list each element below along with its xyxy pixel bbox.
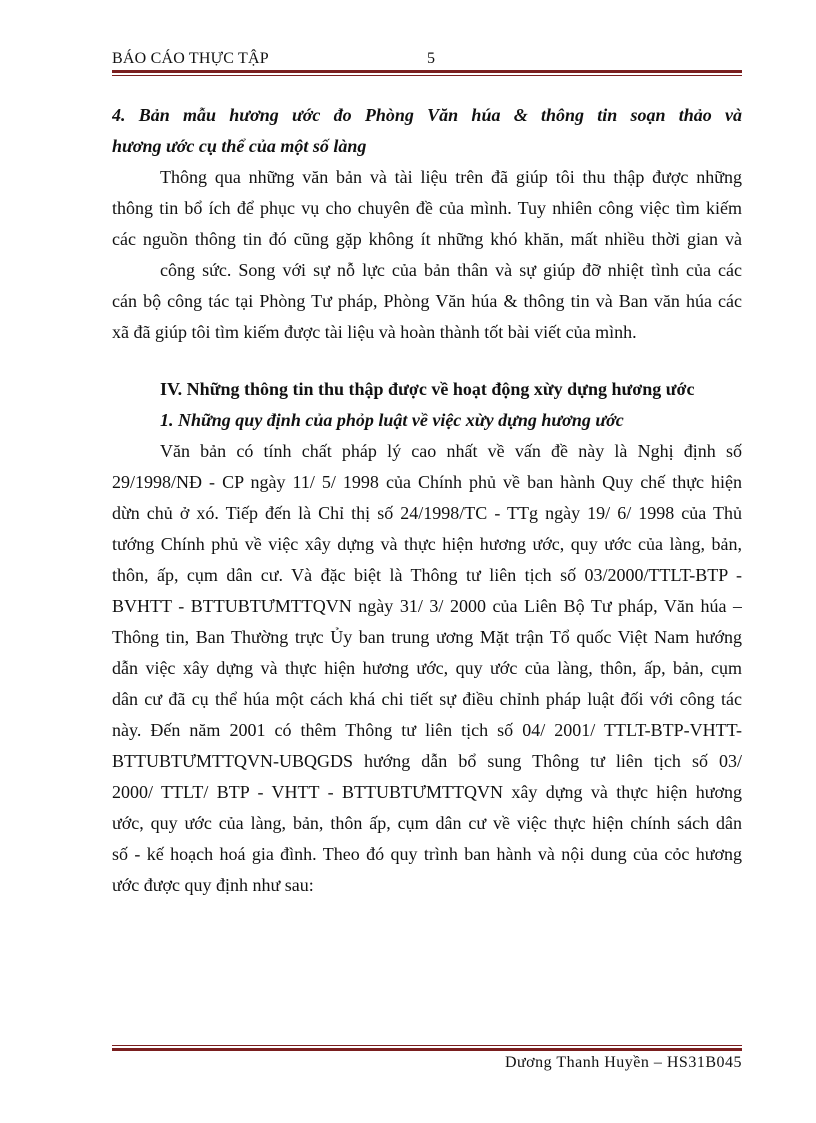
paragraph-line: thôn, ấp, cụm dân cư. Và đặc biệt là Thông tư liên tịch số 03/2000/TTLT-BTP - — [112, 565, 742, 585]
paragraph-line: tướng Chính phủ về việc xây dựng và thực hiện hương ước, quy ước của làng, bản, — [112, 534, 742, 554]
footer-rule-thin — [112, 1045, 742, 1046]
footer-author: Dương Thanh Huyền – HS31B045 — [504, 1054, 742, 1071]
paragraph-line: số - kế hoạch hoá gia đình. Theo đó quy trình ban hành và nội dung của cỏc hương — [112, 844, 742, 864]
paragraph-line: Thông qua những văn bản và tài liệu trên đã giúp tôi thu thập được những — [160, 167, 742, 187]
paragraph-line: xã đã giúp tôi tìm kiếm được tài liệu và hoàn thành tốt bài viết của mình. — [112, 322, 637, 342]
paragraph-line: cán bộ công tác tại Phòng Tư pháp, Phòng Văn húa & thông tin và Ban văn húa các — [112, 291, 742, 311]
paragraph-line: BVHTT - BTTUBTƯMTTQVN ngày 31/ 3/ 2000 của Liên Bộ Tư pháp, Văn húa – — [112, 596, 742, 616]
paragraph-line: các nguồn thông tin đó cũng gặp không ít những khó khăn, mất nhiều thời gian và — [112, 229, 742, 249]
header-title: BÁO CÁO THỰC TẬP — [112, 50, 269, 67]
section-iv-subheading: 1. Những quy định của phỏp luật về việc xừy dựng hương ước — [160, 410, 624, 430]
page-content — [112, 100, 742, 901]
paragraph-line: dừn chủ ở xó. Tiếp đến là Chỉ thị số 24/1998/TC - TTg ngày 19/ 6/ 1998 của Thủ — [112, 503, 742, 523]
header-rule-thick — [112, 70, 742, 73]
section-4-heading-line: 4. Bản mẫu hương ước đo Phòng Văn húa & thông tin soạn thảo và — [112, 105, 742, 125]
header-rule-thin — [112, 75, 742, 76]
paragraph-line: Thông tin, Ban Thường trực Ủy ban trung ương Mặt trận Tổ quốc Việt Nam hướng — [112, 627, 742, 647]
paragraph-line: ước, quy ước của làng, bản, thôn ấp, cụm dân cư về việc thực hiện chính sách dân — [112, 813, 742, 833]
footer-rule-thick — [112, 1048, 742, 1051]
paragraph-line: 2000/ TTLT/ BTP - VHTT - BTTUBTƯMTTQVN xây dựng và thực hiện hương — [112, 782, 742, 802]
paragraph-line: Văn bản có tính chất pháp lý cao nhất về vấn đề này là Nghị định số — [160, 441, 742, 461]
paragraph-line: dẫn việc xây dựng và thực hiện hương ước, quy ước của làng, thôn, ấp, bản, cụm — [112, 658, 742, 678]
paragraph-line: 29/1998/NĐ - CP ngày 11/ 5/ 1998 của Chính phủ về ban hành Quy chế thực hiện — [112, 472, 742, 492]
section-iv-heading: IV. Những thông tin thu thập được về hoạt động xừy dựng hương ước — [160, 379, 695, 399]
paragraph-line: dân cư đã cụ thể húa một cách khá chi tiết sự điều chỉnh pháp luật đối với công tác — [112, 689, 742, 709]
paragraph-line: này. Đến năm 2001 có thêm Thông tư liên tịch số 04/ 2001/ TTLT-BTP-VHTT- — [112, 720, 742, 740]
paragraph-line: công sức. Song với sự nỗ lực của bản thân và sự giúp đỡ nhiệt tình của các — [160, 260, 742, 280]
section-4-heading-line: hương ước cụ thể của một số làng — [112, 136, 367, 156]
paragraph-line: thông tin bổ ích để phục vụ cho chuyên đề của mình. Tuy nhiên công việc tìm kiếm — [112, 198, 742, 218]
page-number: 5 — [427, 50, 435, 67]
paragraph-line: ước được quy định như sau: — [112, 875, 314, 895]
section-gap — [112, 348, 742, 374]
paragraph-line: BTTUBTƯMTTQVN-UBQGDS hướng dẫn bổ sung Thông tư liên tịch số 03/ — [112, 751, 742, 771]
